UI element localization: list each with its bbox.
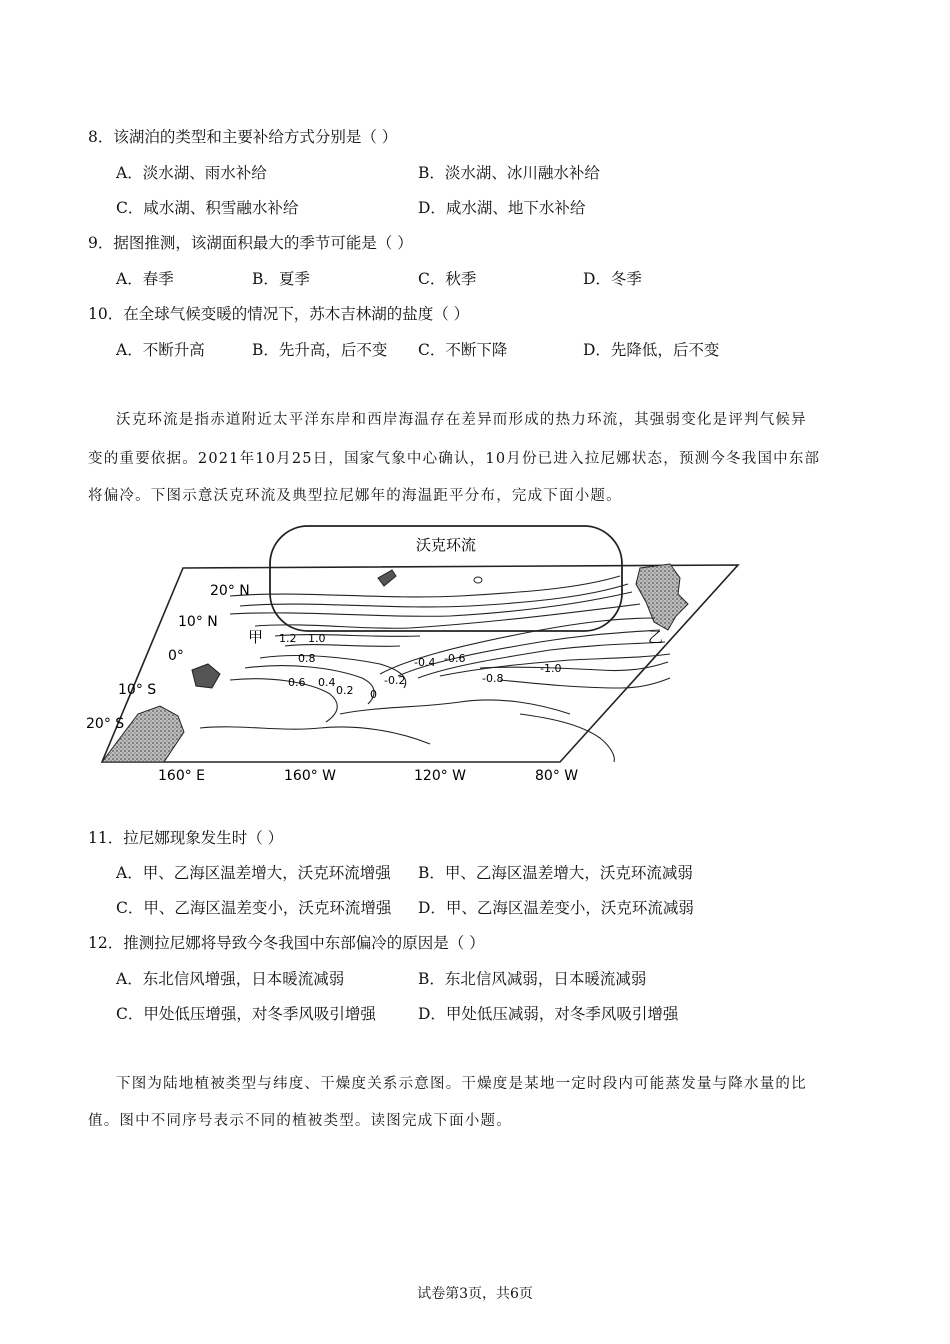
isoline-label-0-8: 0.8: [298, 652, 316, 665]
walker-circulation-figure: [80, 518, 760, 790]
isoline-label-m0-6: -0.6: [444, 652, 466, 665]
q9-option-a: A．春季: [116, 270, 174, 288]
region-label-yi: 乙: [648, 628, 664, 646]
q12-option-a: A．东北信风增强，日本暖流减弱: [116, 970, 345, 988]
walker-circulation-label: 沃克环流: [415, 536, 477, 554]
passage2-line1: 下图为陆地植被类型与纬度、干燥度关系示意图。干燥度是某地一定时段内可能蒸发量与降水量的比: [116, 1076, 807, 1092]
q9-option-b: B．夏季: [252, 270, 310, 288]
q8-option-a: A．淡水湖、雨水补给: [116, 164, 267, 182]
passage1-line2: 变的重要依据。2021年10月25日，国家气象中心确认，10月份已进入拉尼娜状态，预测今冬我国中东部: [88, 451, 821, 467]
longitude-160w: 160° W: [284, 768, 337, 784]
q10-option-a: A．不断升高: [116, 341, 205, 359]
isoline-label-m0-8: -0.8: [482, 672, 504, 685]
new-guinea-land: [192, 664, 220, 688]
isoline-label-1-2: 1.2: [279, 632, 297, 645]
longitude-80w: 80° W: [535, 768, 579, 784]
sst-contours: [200, 576, 670, 762]
q10-option-b: B．先升高，后不变: [252, 341, 388, 359]
q8-option-b: B．淡水湖、冰川融水补给: [418, 164, 600, 182]
q11-option-c: C．甲、乙海区温差变小，沃克环流增强: [116, 899, 392, 917]
hawaii-land: [378, 570, 396, 586]
latitude-20s: 20° S: [86, 716, 125, 732]
longitude-160e: 160° E: [158, 768, 206, 784]
q10-stem: 10．在全球气候变暖的情况下，苏木吉林湖的盐度（ ）: [88, 305, 470, 323]
q10-option-d: D．先降低，后不变: [583, 341, 720, 359]
q11-stem: 11．拉尼娜现象发生时（ ）: [88, 829, 284, 847]
region-label-jia: 甲: [248, 628, 264, 646]
q12-option-b: B．东北信风减弱，日本暖流减弱: [418, 970, 647, 988]
q8-stem: 8．该湖泊的类型和主要补给方式分别是（ ）: [88, 128, 398, 146]
latitude-0: 0°: [168, 648, 184, 664]
passage1-line3: 将偏冷。下图示意沃克环流及典型拉尼娜年的海温距平分布，完成下面小题。: [88, 488, 622, 504]
isoline-label-0-6: 0.6: [288, 676, 306, 689]
island-outline: [474, 577, 482, 583]
q9-option-d: D．冬季: [583, 270, 642, 288]
isoline-label-m0-4: -0.4: [414, 656, 436, 669]
isoline-label-0-2: 0.2: [336, 684, 354, 697]
passage2-line2: 值。图中不同序号表示不同的植被类型。读图完成下面小题。: [88, 1113, 512, 1129]
q8-option-d: D．咸水湖、地下水补给: [418, 199, 586, 217]
q11-option-b: B．甲、乙海区温差增大，沃克环流减弱: [418, 864, 693, 882]
page-footer: 试卷第3页，共6页: [417, 1286, 533, 1302]
americas-land: [636, 564, 688, 630]
longitude-120w: 120° W: [414, 768, 467, 784]
q9-option-c: C．秋季: [418, 270, 477, 288]
q12-option-c: C．甲处低压增强，对冬季风吸引增强: [116, 1005, 376, 1023]
q11-option-d: D．甲、乙海区温差变小，沃克环流减弱: [418, 899, 694, 917]
isoline-label-0-4: 0.4: [318, 676, 336, 689]
q9-stem: 9．据图推测，该湖面积最大的季节可能是（ ）: [88, 234, 413, 252]
isoline-label-1-0: 1.0: [308, 632, 326, 645]
q12-stem: 12．推测拉尼娜将导致今冬我国中东部偏冷的原因是（ ）: [88, 934, 485, 952]
q12-option-d: D．甲处低压减弱，对冬季风吸引增强: [418, 1005, 679, 1023]
q8-option-c: C．咸水湖、积雪融水补给: [116, 199, 299, 217]
isoline-label-0: 0: [370, 688, 377, 701]
q11-option-a: A．甲、乙海区温差增大，沃克环流增强: [116, 864, 391, 882]
q10-option-c: C．不断下降: [418, 341, 508, 359]
isoline-label-m1-0: -1.0: [540, 662, 562, 675]
latitude-20n: 20° N: [210, 583, 250, 599]
passage1-line1: 沃克环流是指赤道附近太平洋东岸和西岸海温存在差异而形成的热力环流，其强弱变化是评判气候异: [116, 412, 807, 428]
latitude-10s: 10° S: [118, 682, 157, 698]
isoline-label-m0-2: -0.2: [384, 674, 406, 687]
latitude-10n: 10° N: [178, 614, 218, 630]
